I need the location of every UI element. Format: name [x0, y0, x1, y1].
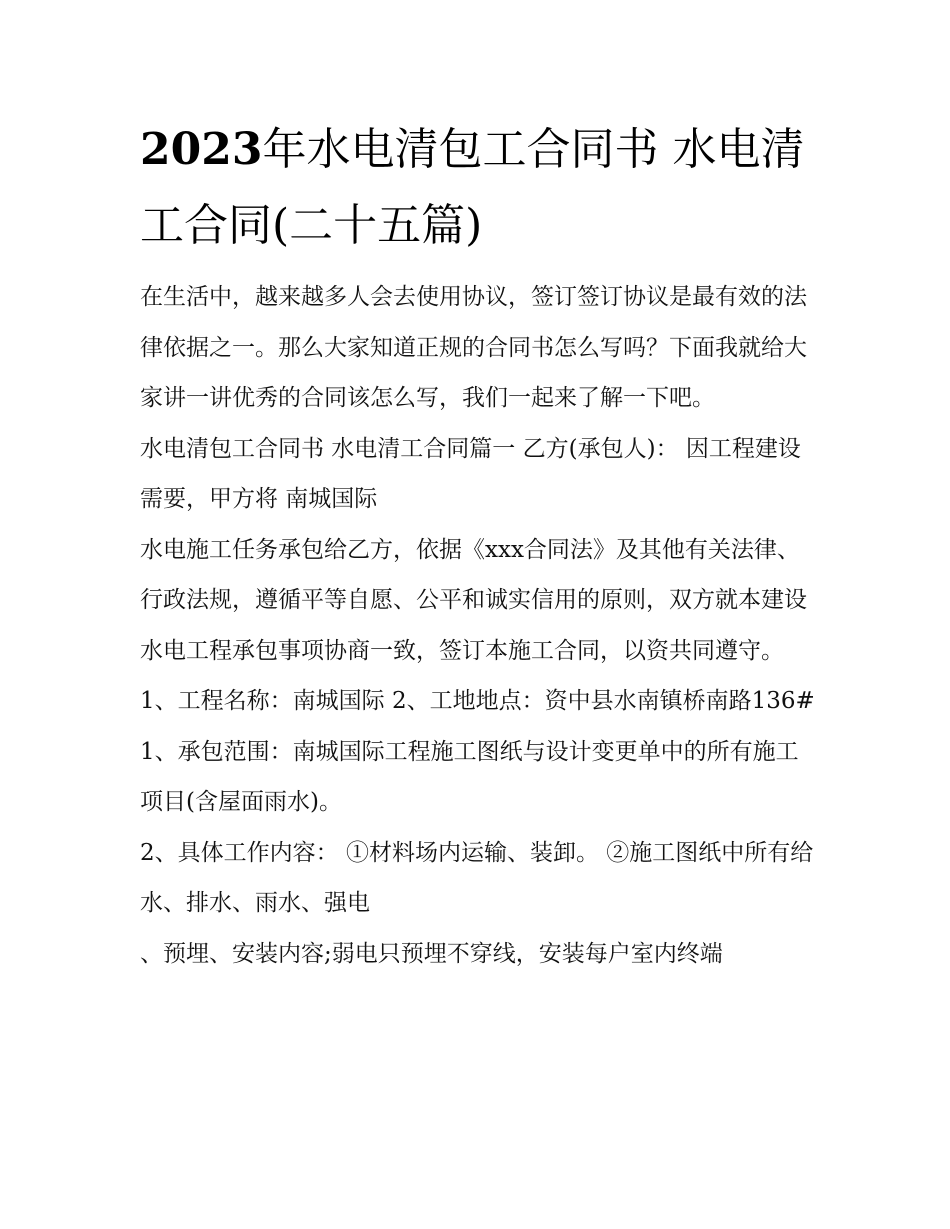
- paragraph-project-info: 1、工程名称：南城国际 2、工地地点：资中县水南镇桥南路136# 1、承包范围：南城国际工程施工图纸与设计变更单中的所有施工项目(含屋面雨水)。: [140, 688, 815, 815]
- paragraph-contract-parties: 水电清包工合同书 水电清工合同篇一 乙方(承包人)： 因工程建设需要，甲方将 南城国际: [140, 435, 801, 512]
- paragraph-intro: 在生活中，越来越多人会去使用协议，签订签订协议是最有效的法律依据之一。那么大家知道正规的合同书怎么写吗？下面我就给大家讲一讲优秀的合同该怎么写，我们一起来了解一下吧。: [140, 284, 807, 411]
- paragraph-work-content: 2、具体工作内容： ①材料场内运输、装卸。 ②施工图纸中所有给水、排水、雨水、强电: [140, 839, 814, 916]
- document-title-year: 2023: [140, 124, 263, 175]
- document-title-text: 年水电清包工合同书 水电清工合同(二十五篇): [140, 124, 805, 251]
- paragraph-contract-basis: 水电施工任务承包给乙方，依据《xxx合同法》及其他有关法律、行政法规，遵循平等自愿、公平和诚实信用的原则，双方就本建设水电工程承包事项协商一致，签订本施工合同，以资共同遵守。: [140, 536, 807, 664]
- document-page: [140, 112, 820, 979]
- document-title: [140, 112, 820, 264]
- paragraph-installation: 、预埋、安装内容;弱电只预埋不穿线，安装每户室内终端: [140, 940, 723, 967]
